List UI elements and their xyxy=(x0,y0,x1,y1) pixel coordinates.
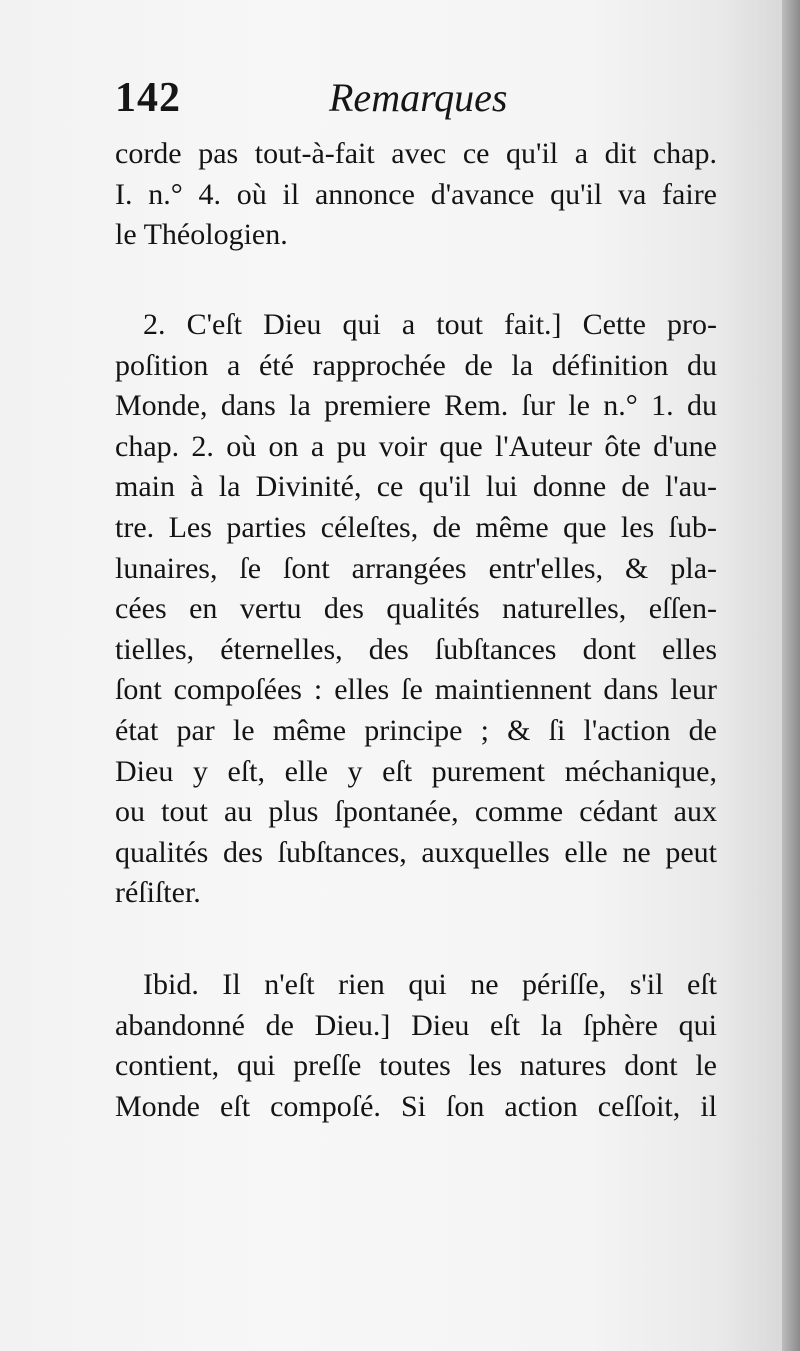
text-line: Ibid. Il n'eſt rien qui ne périſſe, s'il eſt xyxy=(143,968,717,1001)
text-line: abandonné de Dieu.] Dieu eſt la ſphère qui xyxy=(115,1008,717,1042)
text-line: chap. 2. où on a pu voir que l'Auteur ôte d'une xyxy=(115,429,717,463)
text-line: Dieu y eſt, elle y eſt purement méchanique, xyxy=(115,754,717,788)
text-line: tre. Les parties céleſtes, de même que les ſub- xyxy=(115,510,717,544)
text-line: état par le même principe ; & ſi l'action de xyxy=(115,713,717,747)
page-number: 142 xyxy=(115,75,181,121)
text-line: réſiſter. xyxy=(115,876,201,910)
text-line: 2. C'eſt Dieu qui a tout fait.] Cette pro- xyxy=(143,308,717,341)
paragraph-2 xyxy=(115,305,717,914)
text-line: corde pas tout-à-fait avec ce qu'il a dit chap. xyxy=(115,137,717,170)
text-line: ſont compoſées : elles ſe maintiennent dans leur xyxy=(115,673,717,707)
text-line: contient, qui preſſe toutes les natures dont le xyxy=(115,1049,717,1083)
text-line: qualités des ſubſtances, auxquelles elle ne peut xyxy=(115,835,717,869)
text-line: main à la Divinité, ce qu'il lui donne de l'au- xyxy=(115,470,717,504)
paragraph-1 xyxy=(115,134,717,256)
text-line: Monde eſt compoſé. Si ſon action ceſſoit, il xyxy=(115,1089,717,1123)
paragraph-3 xyxy=(115,965,717,1127)
text-line: poſition a été rapprochée de la définition du xyxy=(115,348,717,382)
running-head: Remarques xyxy=(329,75,508,120)
text-line: I. n.° 4. où il annonce d'avance qu'il va faire xyxy=(115,177,717,211)
text-line: Monde, dans la premiere Rem. ſur le n.° 1. du xyxy=(115,389,717,423)
text-line: cées en vertu des qualités naturelles, eſſen- xyxy=(115,592,717,626)
page-edge-shadow xyxy=(782,0,800,1351)
text-line: le Théologien. xyxy=(115,218,288,252)
page-header xyxy=(115,74,715,124)
text-line: ou tout au plus ſpontanée, comme cédant aux xyxy=(115,795,717,829)
text-line: tielles, éternelles, des ſubſtances dont elles xyxy=(115,632,717,666)
text-line: lunaires, ſe ſont arrangées entr'elles, & pla- xyxy=(115,551,717,585)
